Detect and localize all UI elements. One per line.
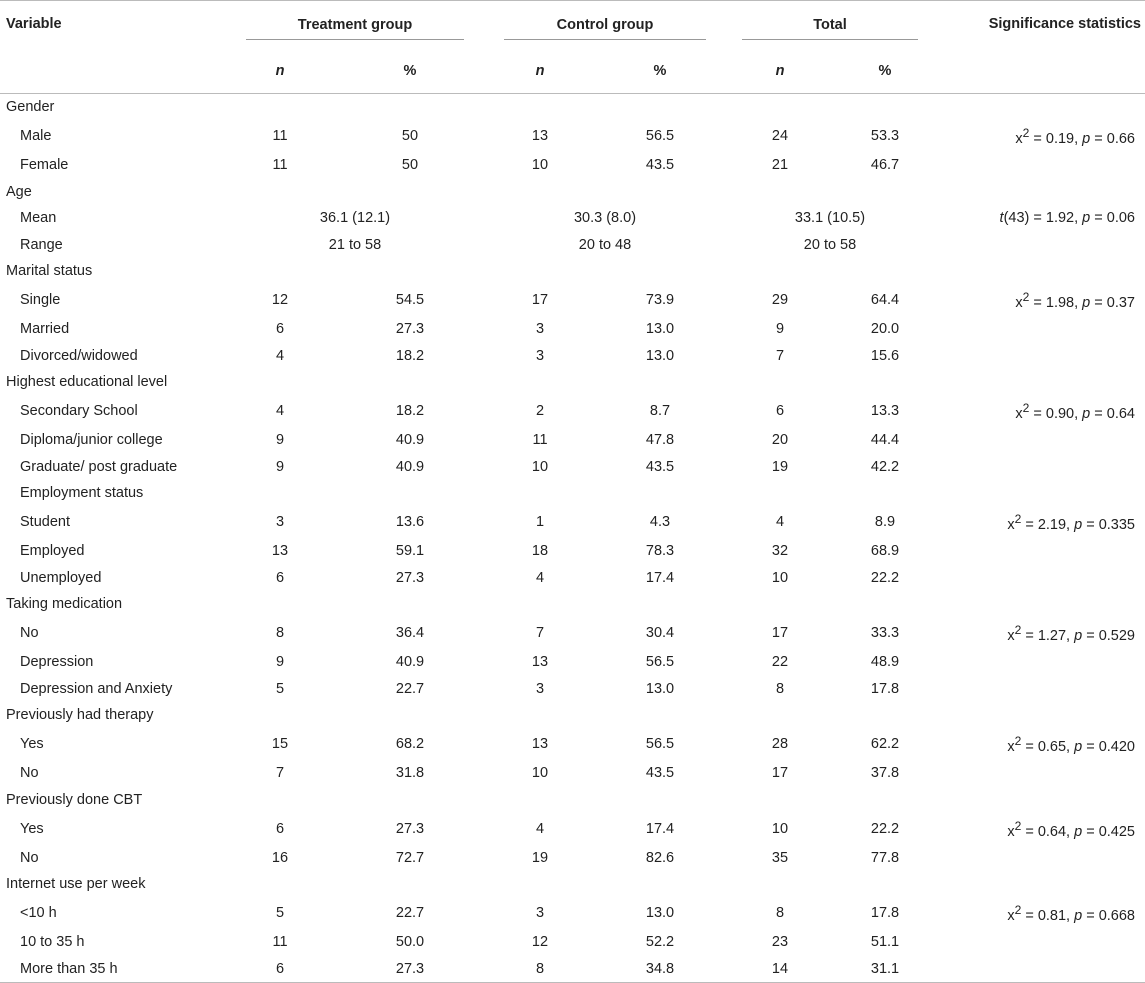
control-pct: 43.5: [645, 458, 675, 475]
table-body: [0, 94, 1145, 983]
control-pct: 43.5: [645, 157, 675, 174]
p-value: = 0.529: [1082, 628, 1135, 644]
control-n: 12: [531, 934, 549, 951]
header-total-pct: %: [878, 63, 892, 79]
table-row: [0, 395, 1145, 427]
row-label: Student: [20, 514, 70, 531]
treatment-pct: 18.2: [395, 403, 425, 420]
row-label: No: [20, 625, 39, 642]
p-symbol: p: [1082, 406, 1091, 422]
row-label: Mean: [20, 210, 57, 227]
treatment-n: 5: [275, 680, 285, 697]
p-value: = 0.335: [1082, 517, 1135, 533]
control-n: 3: [535, 680, 545, 697]
treatment-n: 6: [275, 820, 285, 837]
control-pct: 78.3: [645, 543, 675, 560]
control-n: 7: [535, 625, 545, 642]
row-label: More than 35 h: [20, 960, 118, 977]
treatment-n: 15: [271, 736, 289, 753]
significance-cell: [935, 845, 1145, 871]
control-n: 10: [531, 157, 549, 174]
row-label: <10 h: [20, 905, 57, 922]
header-treatment-n: n: [275, 63, 285, 79]
significance-cell: [935, 929, 1145, 955]
treatment-n: 8: [275, 625, 285, 642]
table-row: [0, 316, 1145, 342]
row-label: Divorced/widowed: [20, 347, 138, 364]
significance-cell: [935, 675, 1145, 701]
treatment-pct: 18.2: [395, 347, 425, 364]
table-row: [0, 929, 1145, 955]
total-n: 10: [771, 569, 789, 586]
p-symbol: p: [1082, 295, 1091, 311]
treatment-pct: 27.3: [395, 960, 425, 977]
treatment-pct: 50.0: [395, 934, 425, 951]
treatment-n: 5: [275, 905, 285, 922]
t-symbol: t: [999, 210, 1004, 227]
total-n: 24: [771, 128, 789, 145]
control-n: 3: [535, 905, 545, 922]
row-label: Male: [20, 128, 52, 145]
control-n: 13: [531, 736, 549, 753]
total-n: 35: [771, 849, 789, 866]
category-row: [0, 480, 1145, 506]
treatment-pct: 22.7: [395, 680, 425, 697]
row-label: Yes: [20, 736, 44, 753]
statistic-value: = 0.90,: [1029, 406, 1083, 422]
header-treatment-group: Treatment group: [225, 1, 485, 49]
total-pct: 62.2: [870, 736, 900, 753]
control-value: 30.3 (8.0): [573, 210, 637, 227]
p-symbol: p: [1074, 908, 1083, 925]
control-pct: 56.5: [645, 736, 675, 753]
row-label: Female: [20, 157, 69, 174]
statistic-value: = 0.81,: [1021, 908, 1075, 925]
control-pct: 4.3: [649, 514, 671, 531]
table-row: [0, 897, 1145, 929]
significance-cell: [935, 152, 1145, 178]
treatment-n: 16: [271, 849, 289, 866]
row-label: Depression: [20, 654, 94, 671]
total-n: 8: [775, 680, 785, 697]
control-n: 18: [531, 543, 549, 560]
category-row: [0, 258, 1145, 284]
table-row: [0, 152, 1145, 178]
p-value: = 0.64: [1090, 406, 1135, 422]
significance-cell: [935, 956, 1145, 983]
row-label: Range: [20, 236, 63, 253]
treatment-pct: 27.3: [395, 569, 425, 586]
header-total-n: n: [775, 63, 785, 79]
header-control-pct: %: [653, 63, 667, 79]
control-n: 10: [531, 765, 549, 782]
total-n: 21: [771, 157, 789, 174]
header-row-groups: [0, 1, 1145, 49]
treatment-value: 36.1 (12.1): [319, 210, 391, 227]
treatment-n: 6: [275, 321, 285, 338]
row-label: Yes: [20, 820, 44, 837]
treatment-pct: 54.5: [395, 292, 425, 309]
control-n: 19: [531, 849, 549, 866]
treatment-pct: 22.7: [395, 905, 425, 922]
control-pct: 43.5: [645, 765, 675, 782]
row-label: Unemployed: [20, 569, 102, 586]
category-label: Highest educational level: [6, 373, 168, 390]
control-pct: 13.0: [645, 680, 675, 697]
treatment-n: 6: [275, 569, 285, 586]
significance-cell: [935, 342, 1145, 368]
total-n: 32: [771, 543, 789, 560]
table-row: [0, 675, 1145, 701]
significance-cell: $x^2 = 0.65$, p = 0.420: [1007, 734, 1135, 755]
chi-square-exponent: 2: [1014, 623, 1022, 638]
category-row: [0, 94, 1145, 120]
category-row: [0, 702, 1145, 728]
table-row: [0, 760, 1145, 786]
control-n: 13: [531, 128, 549, 145]
total-value: 33.1 (10.5): [794, 210, 866, 227]
significance-cell: [935, 649, 1145, 675]
treatment-value: 21 to 58: [328, 236, 382, 253]
total-n: 9: [775, 321, 785, 338]
control-pct: 8.7: [649, 403, 671, 420]
significance-cell: $x^2 = 0.64$, p = 0.425: [1007, 818, 1135, 840]
category-row: [0, 179, 1145, 205]
header-significance: Significance statistics: [988, 16, 1141, 32]
control-n: 3: [535, 347, 545, 364]
total-pct: 68.9: [870, 543, 900, 560]
treatment-pct: 27.3: [395, 820, 425, 837]
total-n: 6: [775, 403, 785, 420]
control-n: 17: [531, 292, 549, 309]
significance-cell: $x^2 = 0.81$, p = 0.668: [1007, 903, 1135, 925]
treatment-n: 13: [271, 543, 289, 560]
chi-square-exponent: 2: [1014, 734, 1022, 749]
treatment-pct: 50: [401, 128, 419, 145]
table-row: [0, 427, 1145, 453]
total-pct: 42.2: [870, 458, 900, 475]
total-pct: 53.3: [870, 128, 900, 145]
table-row: [0, 538, 1145, 564]
control-n: 8: [535, 960, 545, 977]
significance-cell: [935, 453, 1145, 479]
control-n: 11: [532, 432, 548, 449]
chi-square-exponent: 2: [1022, 126, 1030, 141]
total-pct: 17.8: [870, 905, 900, 922]
header-variable: Variable: [6, 16, 62, 32]
control-pct: 17.4: [645, 820, 675, 837]
chi-square-exponent: 2: [1022, 401, 1030, 416]
treatment-n: 11: [272, 128, 288, 145]
row-label: Diploma/junior college: [20, 432, 163, 449]
table-row: [0, 205, 1145, 231]
treatment-pct: 68.2: [395, 736, 425, 753]
statistic-value: = 0.19,: [1029, 131, 1083, 148]
significance-cell: $x^2 = 0.19$, p = 0.66: [1015, 126, 1135, 148]
category-label: Gender: [6, 99, 55, 116]
control-pct: 13.0: [645, 905, 675, 922]
table-row: [0, 120, 1145, 152]
treatment-n: 6: [275, 960, 285, 977]
chi-square-exponent: 2: [1014, 512, 1022, 527]
category-label: Previously had therapy: [6, 706, 154, 723]
significance-cell: $x^2 = 1.98$, p = 0.37: [1015, 290, 1135, 311]
total-pct: 15.6: [870, 347, 900, 364]
total-n: 28: [771, 736, 789, 753]
header-treatment-pct: %: [403, 63, 417, 79]
table-row: [0, 845, 1145, 871]
treatment-pct: 50: [401, 157, 419, 174]
category-label: Internet use per week: [6, 876, 146, 893]
significance-cell: $x^2 = 1.27$, p = 0.529: [1007, 623, 1135, 644]
header-control-n: n: [535, 63, 545, 79]
row-label: Graduate/ post graduate: [20, 458, 178, 475]
p-symbol: p: [1074, 517, 1083, 533]
row-label: Married: [20, 321, 70, 338]
significance-cell: [935, 205, 1145, 231]
total-pct: 22.2: [870, 569, 900, 586]
category-row: [0, 871, 1145, 897]
total-n: 17: [771, 765, 789, 782]
p-value: = 0.668: [1082, 908, 1135, 925]
p-value: = 0.37: [1090, 295, 1135, 311]
treatment-pct: 31.8: [395, 765, 425, 782]
p-symbol: p: [1082, 131, 1091, 148]
total-value: 20 to 58: [803, 236, 857, 253]
control-n: 4: [535, 820, 545, 837]
significance-cell: [935, 427, 1145, 453]
chi-square-exponent: 2: [1014, 818, 1022, 833]
total-n: 19: [771, 458, 789, 475]
statistic-value: (43) = 1.92,: [1003, 210, 1083, 227]
treatment-pct: 40.9: [395, 432, 425, 449]
treatment-n: 12: [271, 292, 289, 309]
total-n: 14: [771, 960, 789, 977]
significance-cell: [935, 760, 1145, 786]
table-row: [0, 956, 1145, 983]
table-row: [0, 813, 1145, 845]
category-row: [0, 369, 1145, 395]
total-pct: 46.7: [870, 157, 900, 174]
p-symbol: p: [1074, 823, 1083, 840]
total-n: 7: [775, 347, 785, 364]
control-n: 1: [535, 514, 545, 531]
treatment-pct: 40.9: [395, 458, 425, 475]
treatment-n: 3: [275, 514, 285, 531]
control-value: 20 to 48: [578, 236, 632, 253]
header-row-subcolumns: [0, 49, 1145, 94]
total-pct: 44.4: [870, 432, 900, 449]
table-row: [0, 617, 1145, 649]
row-label: Single: [20, 292, 61, 309]
header-total: Total: [725, 1, 935, 49]
table-row: [0, 728, 1145, 760]
total-n: 22: [771, 654, 789, 671]
control-n: 10: [531, 458, 549, 475]
table-row: [0, 231, 1145, 257]
treatment-pct: 59.1: [395, 543, 425, 560]
total-pct: 48.9: [870, 654, 900, 671]
row-label: No: [20, 849, 39, 866]
row-label: Secondary School: [20, 403, 138, 420]
significance-cell: $x^2 = 0.90$, p = 0.64: [1015, 401, 1135, 422]
treatment-pct: 13.6: [395, 514, 425, 531]
treatment-n: 7: [275, 765, 285, 782]
control-pct: 56.5: [645, 128, 675, 145]
p-symbol: p: [1074, 739, 1083, 755]
control-pct: 82.6: [645, 849, 675, 866]
table-row: [0, 649, 1145, 675]
treatment-n: 11: [272, 934, 288, 951]
category-label: Employment status: [20, 484, 144, 501]
category-label: Marital status: [6, 262, 93, 279]
table-row: [0, 284, 1145, 316]
p-value: = 0.425: [1082, 823, 1135, 840]
treatment-pct: 72.7: [395, 849, 425, 866]
control-pct: 13.0: [645, 321, 675, 338]
total-pct: 31.1: [870, 960, 900, 977]
control-pct: 56.5: [645, 654, 675, 671]
category-row: [0, 786, 1145, 812]
table-row: [0, 342, 1145, 368]
total-n: 8: [775, 905, 785, 922]
p-symbol: p: [1082, 210, 1091, 227]
total-pct: 8.9: [874, 514, 896, 531]
treatment-n: 4: [275, 403, 285, 420]
total-pct: 33.3: [870, 625, 900, 642]
control-pct: 30.4: [645, 625, 675, 642]
p-value: = 0.66: [1090, 131, 1135, 148]
treatment-pct: 36.4: [395, 625, 425, 642]
category-label: Previously done CBT: [6, 791, 143, 808]
control-n: 3: [535, 321, 545, 338]
total-pct: 64.4: [870, 292, 900, 309]
total-pct: 17.8: [870, 680, 900, 697]
total-n: 10: [771, 820, 789, 837]
control-pct: 47.8: [645, 432, 675, 449]
total-pct: 37.8: [870, 765, 900, 782]
statistic-value: = 2.19,: [1021, 517, 1075, 533]
row-label: Depression and Anxiety: [20, 680, 173, 697]
chi-square-exponent: 2: [1014, 903, 1022, 918]
total-n: 4: [775, 514, 785, 531]
category-label: Age: [6, 183, 32, 200]
total-n: 20: [771, 432, 789, 449]
control-pct: 13.0: [645, 347, 675, 364]
table-row: [0, 564, 1145, 590]
row-label: Employed: [20, 543, 85, 560]
significance-cell: $x^2 = 2.19$, p = 0.335: [1007, 512, 1135, 533]
control-pct: 34.8: [645, 960, 675, 977]
table-row: [0, 453, 1145, 479]
total-pct: 22.2: [870, 820, 900, 837]
row-label: No: [20, 765, 39, 782]
total-pct: 51.1: [870, 934, 900, 951]
treatment-pct: 40.9: [395, 654, 425, 671]
control-pct: 52.2: [645, 934, 675, 951]
significance-cell: [935, 564, 1145, 590]
significance-cell: [935, 316, 1145, 342]
total-pct: 20.0: [870, 321, 900, 338]
statistic-value: = 1.98,: [1029, 295, 1083, 311]
p-value: = 0.420: [1082, 739, 1135, 755]
statistic-value: = 1.27,: [1021, 628, 1075, 644]
control-n: 13: [531, 654, 549, 671]
p-value: = 0.06: [1090, 210, 1135, 227]
statistic-value: = 0.64,: [1021, 823, 1075, 840]
control-n: 4: [535, 569, 545, 586]
significance-cell: [935, 538, 1145, 564]
header-control-group: Control group: [485, 1, 725, 49]
significance-cell: [935, 231, 1145, 257]
total-pct: 77.8: [870, 849, 900, 866]
category-label: Taking medication: [6, 595, 123, 612]
table-row: [0, 506, 1145, 538]
chi-square-exponent: 2: [1022, 290, 1030, 305]
control-n: 2: [535, 403, 545, 420]
treatment-n: 9: [275, 458, 285, 475]
treatment-n: 9: [275, 432, 285, 449]
treatment-n: 9: [275, 654, 285, 671]
row-label: 10 to 35 h: [20, 934, 85, 951]
p-symbol: p: [1074, 628, 1083, 644]
statistic-value: = 0.65,: [1021, 739, 1075, 755]
total-n: 23: [771, 934, 789, 951]
total-n: 29: [771, 292, 789, 309]
control-pct: 73.9: [645, 292, 675, 309]
category-row: [0, 591, 1145, 617]
treatment-n: 4: [275, 347, 285, 364]
control-pct: 17.4: [645, 569, 675, 586]
treatment-n: 11: [272, 157, 288, 174]
treatment-pct: 27.3: [395, 321, 425, 338]
total-pct: 13.3: [870, 403, 900, 420]
total-n: 17: [771, 625, 789, 642]
